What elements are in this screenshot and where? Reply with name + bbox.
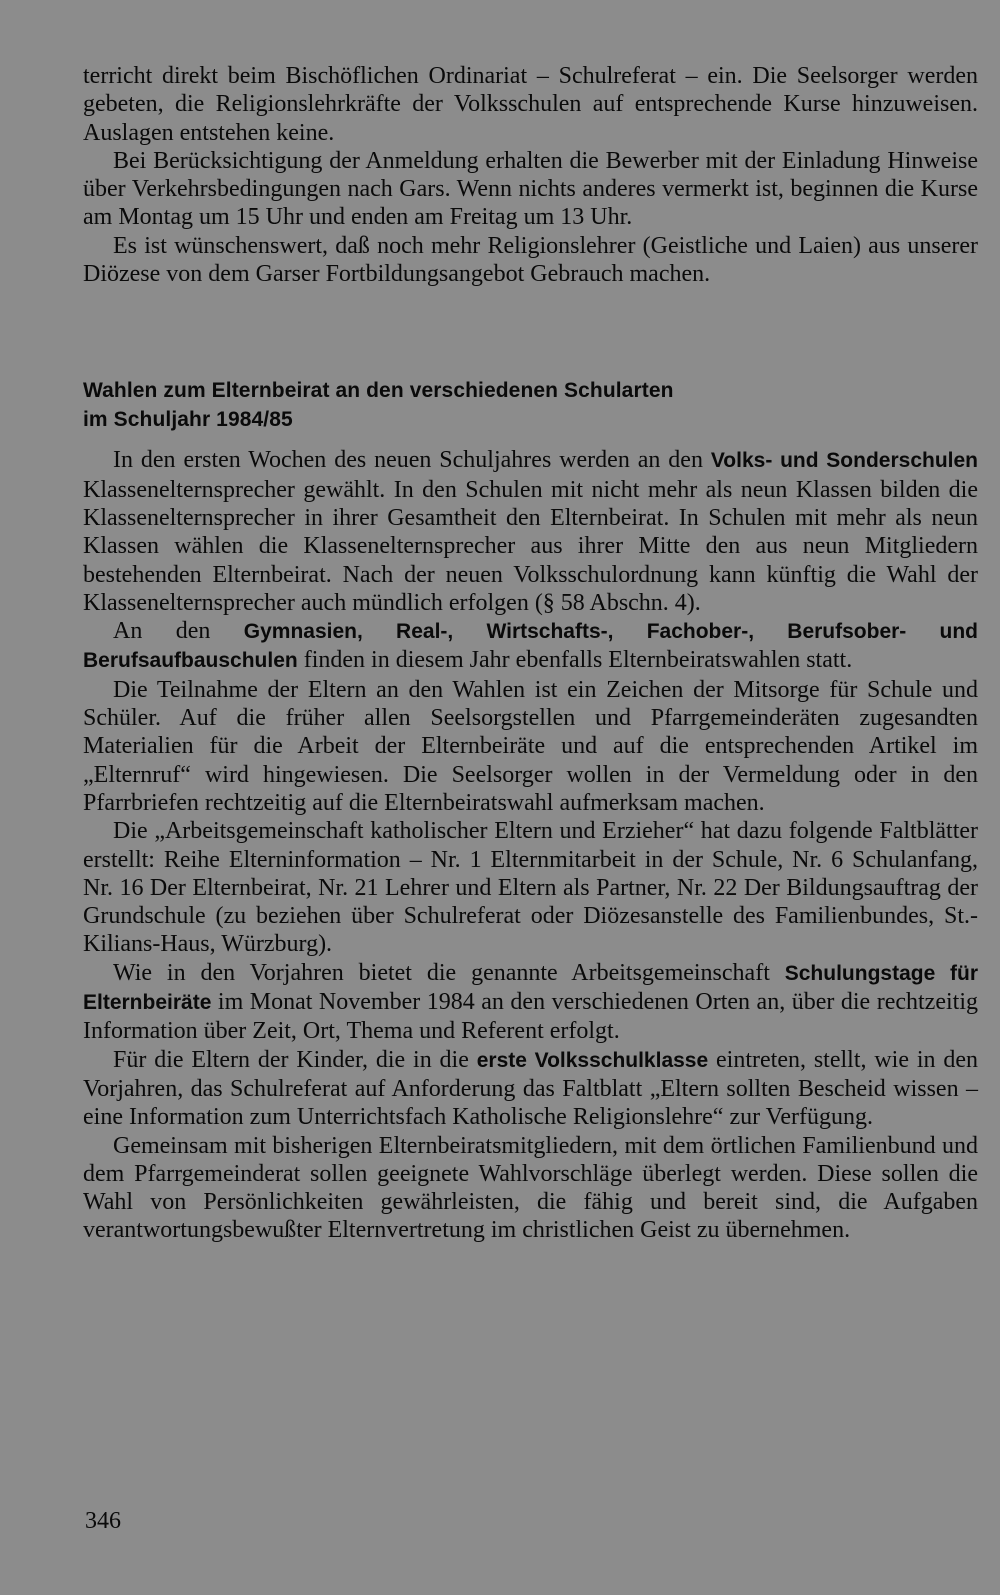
page-number: 346 xyxy=(85,1508,121,1534)
text-run: Klassenelternsprecher gewählt. In den Schulen mit nicht mehr als neun Klassen bilden die Klassenelternsprecher in ihrer Gesamtheit den Elternbeirat. In Schulen mit mehr als neun Klassen wählen die Klassenelternsprecher aus ihrer Mitte den aus neun Mitgliedern bestehenden Elternbeirat. Nach der neuen Volksschulordnung kann künftig die Wahl der Klassenelternsprecher auch mündlich erfolgen (§ 58 Abschn. 4). xyxy=(83,476,978,616)
paragraph-schulungstage xyxy=(83,959,978,1046)
bold-run: Schulungstage für Elternbeiräte xyxy=(83,961,978,1015)
bold-run: Gymnasien, Real-, Wirtschafts-, Fachober-, Berufsober- und Berufsaufbauschulen xyxy=(83,620,979,673)
bold-run: Volks- und Sonderschulen xyxy=(710,449,978,473)
paragraph-volksschulen xyxy=(83,446,978,617)
text-run: eintreten, stellt, wie in den Vorjahren, das Schulreferat auf Anforderung das Faltblatt „Eltern sollten Bescheid wissen – eine Information zum Unterrichtsfach Katholische Religionslehre“ zur Verfügung. xyxy=(83,1046,979,1131)
text-run: im Monat November 1984 an den verschiedenen Orten an, über die rechtzeitig Information über Zeit, Ort, Thema und Referent erfolgt. xyxy=(83,989,978,1045)
bold-run: erste Volksschulklasse xyxy=(476,1048,709,1072)
paragraph-teilnahme: Die Teilnahme der Eltern an den Wahlen ist ein Zeichen der Mitsorge für Schule und Schüler. Auf die früher allen Seelsorgstellen und Pfarrgemeinderäten zugesandten Materialien für die Arbeit der Elternbeiräte und auf die entsprechenden Artikel im „Elternruf“ wird hingewiesen. Die Seelsorger wollen in der Vermeldung oder in den Pfarrbriefen rechtzeitig auf die Elternbeiratswahl aufmerksam machen. xyxy=(83,676,978,816)
text-run: An den xyxy=(113,618,244,645)
text-run: Wie in den Vorjahren bietet die genannte Arbeitsgemeinschaft xyxy=(113,959,785,986)
intro-section xyxy=(83,62,978,288)
section-heading-line-1: Wahlen zum Elternbeirat an den verschiedenen Schularten xyxy=(83,379,674,403)
section-heading-line-2: im Schuljahr 1984/85 xyxy=(83,408,293,432)
paragraph-gymnasien xyxy=(83,617,978,676)
elections-section xyxy=(83,446,978,1244)
intro-paragraph-1: terricht direkt beim Bischöflichen Ordinariat – Schulreferat – ein. Die Seelsorger werden gebeten, die Religionslehrkräfte der Volksschulen auf entsprechende Kurse hinzuweisen. Auslagen entstehen keine. xyxy=(83,63,978,146)
text-run: In den ersten Wochen des neuen Schuljahres werden an den xyxy=(113,447,711,474)
text-run: finden in diesem Jahr ebenfalls Elternbeiratswahlen statt. xyxy=(297,647,853,674)
text-run: Für die Eltern der Kinder, die in die xyxy=(113,1046,477,1073)
intro-paragraph-3: Es ist wünschenswert, daß noch mehr Religionslehrer (Geistliche und Laien) aus unserer Diözese von dem Garser Fortbildungsangebot Gebrauch machen. xyxy=(83,232,978,288)
paragraph-erste-klasse xyxy=(83,1046,978,1132)
section-heading xyxy=(83,376,978,434)
intro-paragraph-2: Bei Berücksichtigung der Anmeldung erhalten die Bewerber mit der Einladung Hinweise über Verkehrsbedingungen nach Gars. Wenn nichts anderes vermerkt ist, beginnen die Kurse am Montag um 15 Uhr und enden am Freitag um 13 Uhr. xyxy=(83,147,978,231)
paragraph-arbeitsgemeinschaft: Die „Arbeitsgemeinschaft katholischer Eltern und Erzieher“ hat dazu folgende Faltblätter erstellt: Reihe Elterninformation – Nr. 1 Elternmitarbeit in der Schule, Nr. 6 Schulanfang, Nr. 16 Der Elternbeirat, Nr. 21 Lehrer und Eltern als Partner, Nr. 22 Der Bildungsauftrag der Grundschule (zu beziehen über Schulreferat oder Diözesanstelle des Familienbundes, St.-Kilians-Haus, Würzburg). xyxy=(83,818,978,958)
paragraph-wahlvorschlaege: Gemeinsam mit bisherigen Elternbeiratsmitgliedern, mit dem örtlichen Familienbund und dem Pfarrgemeinderat sollen geeignete Wahlvorschläge überlegt werden. Diese sollen die Wahl von Persönlichkeiten gewährleisten, die fähig und bereit sind, die Aufgaben verantwortungsbewußter Elternvertretung im christlichen Geist zu übernehmen. xyxy=(83,1132,978,1244)
